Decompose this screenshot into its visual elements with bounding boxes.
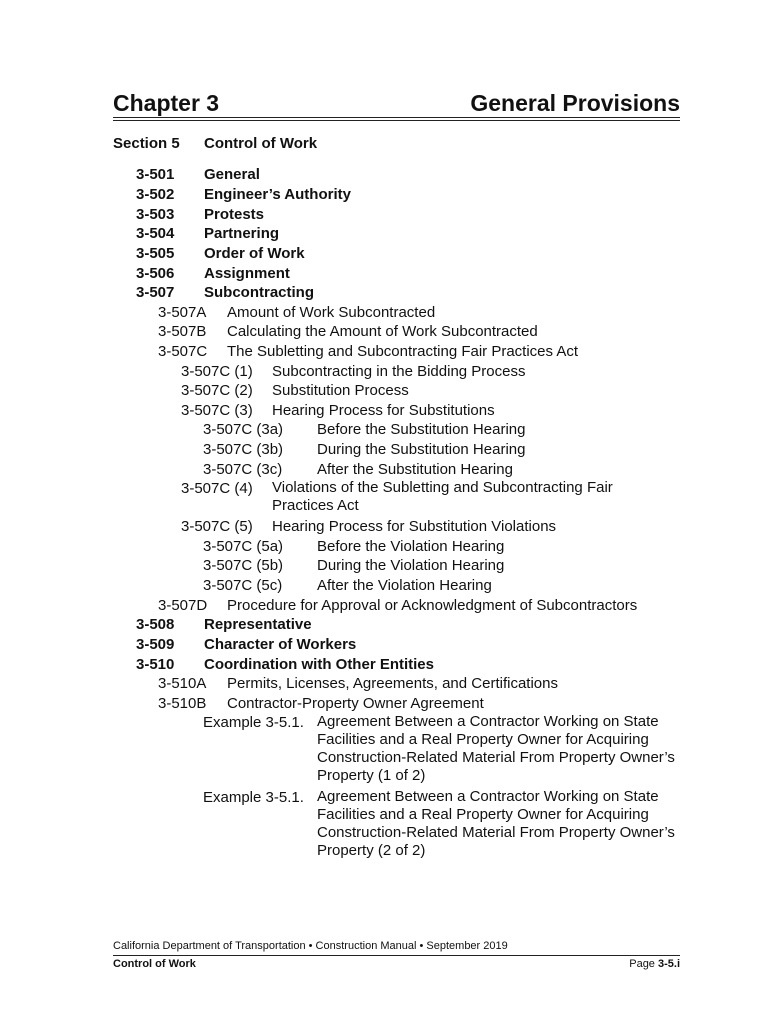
page-header — [113, 90, 680, 118]
toc-title: Substitution Process — [272, 382, 409, 399]
toc-number: 3-510 — [136, 656, 175, 673]
toc-title: Hearing Process for Substitution Violations — [272, 518, 557, 535]
toc-number: 3-502 — [136, 186, 175, 203]
toc-number: 3-507C (2) — [181, 382, 253, 399]
toc-number: 3-510A — [158, 675, 207, 692]
toc-number: 3-507C (5b) — [203, 557, 284, 574]
toc-title: Permits, Licenses, Agreements, and Certifications — [227, 675, 558, 692]
toc-number: 3-507C (3c) — [203, 461, 283, 478]
toc-title: Before the Violation Hearing — [317, 538, 505, 555]
section-label: Section 5 — [113, 135, 180, 152]
toc-number: 3-507C (5) — [181, 518, 253, 535]
toc-number: 3-507C (3) — [181, 402, 253, 419]
toc-title: Assignment — [204, 265, 290, 282]
toc-number: 3-507 — [136, 284, 175, 301]
toc-number: 3-510B — [158, 695, 207, 712]
chapter-title: Chapter 3 — [113, 90, 220, 116]
toc-title: Before the Substitution Hearing — [317, 421, 526, 438]
toc-number: 3-507C (4) — [181, 480, 253, 497]
toc-title: General — [204, 166, 260, 183]
toc-number: 3-506 — [136, 265, 175, 282]
toc-title: After the Violation Hearing — [317, 577, 492, 594]
toc-title: The Subletting and Subcontracting Fair Practices Act — [227, 343, 579, 360]
header-rule — [113, 120, 680, 121]
toc-title: Calculating the Amount of Work Subcontracted — [227, 323, 538, 340]
toc-number: 3-508 — [136, 616, 175, 633]
toc-title: During the Violation Hearing — [317, 557, 505, 574]
toc-number: 3-507C (3b) — [203, 441, 284, 458]
toc-number: Example 3-5.1. — [203, 789, 304, 806]
toc-title: Amount of Work Subcontracted — [227, 304, 436, 321]
toc-title: Engineer’s Authority — [204, 186, 351, 203]
toc-title: Character of Workers — [204, 636, 357, 653]
toc-number: 3-507D — [158, 597, 208, 614]
toc-number: Example 3-5.1. — [203, 714, 304, 731]
toc-title: During the Substitution Hearing — [317, 441, 526, 458]
page-num: 3-5.i — [657, 958, 680, 970]
toc-title: Order of Work — [204, 245, 305, 262]
toc-title: Representative — [204, 616, 312, 633]
toc-number: 3-504 — [136, 225, 175, 242]
chapter-subject: General Provisions — [470, 90, 680, 116]
toc-title: Agreement Between a Contractor Working on State Facilities and a Real Property Owner for Acquiring Construction-Related Material From Property Owner’s Property (2 of 2) — [317, 788, 675, 859]
toc-title: Agreement Between a Contractor Working on State Facilities and a Real Property Owner for Acquiring Construction-Related Material From Property Owner’s Property (1 of 2) — [317, 713, 675, 784]
toc-number: 3-501 — [136, 166, 175, 183]
toc-title: Subcontracting in the Bidding Process — [272, 363, 526, 380]
toc-number: 3-507C (3a) — [203, 421, 284, 438]
toc-number: 3-509 — [136, 636, 175, 653]
toc-number: 3-503 — [136, 206, 175, 223]
toc-title: After the Substitution Hearing — [317, 461, 513, 478]
header-rule — [113, 117, 680, 118]
toc-number: 3-507C (1) — [181, 363, 253, 380]
footer-rule — [113, 955, 680, 956]
toc-title: Coordination with Other Entities — [204, 656, 434, 673]
toc-title: Subcontracting — [204, 284, 315, 301]
toc-title: Procedure for Approval or Acknowledgment of Subcontractors — [227, 597, 638, 614]
toc-number: 3-507B — [158, 323, 207, 340]
toc-number: 3-507A — [158, 304, 207, 321]
page-prefix: Page — [629, 958, 658, 970]
page-number — [629, 958, 680, 970]
toc-number: 3-507C (5a) — [203, 538, 284, 555]
toc-title: Violations of the Subletting and Subcontracting Fair Practices Act — [272, 479, 613, 514]
footer-section: Control of Work — [113, 958, 196, 970]
toc-title: Partnering — [204, 225, 280, 242]
toc-number: 3-505 — [136, 245, 175, 262]
toc-title: Contractor-Property Owner Agreement — [227, 695, 484, 712]
footer-publication: California Department of Transportation • Construction Manual • September 2019 — [113, 940, 508, 952]
toc-title: Hearing Process for Substitutions — [272, 402, 495, 419]
toc-number: 3-507C (5c) — [203, 577, 283, 594]
toc-title: Protests — [204, 206, 265, 223]
section-title: Control of Work — [204, 135, 318, 152]
toc-number: 3-507C — [158, 343, 208, 360]
